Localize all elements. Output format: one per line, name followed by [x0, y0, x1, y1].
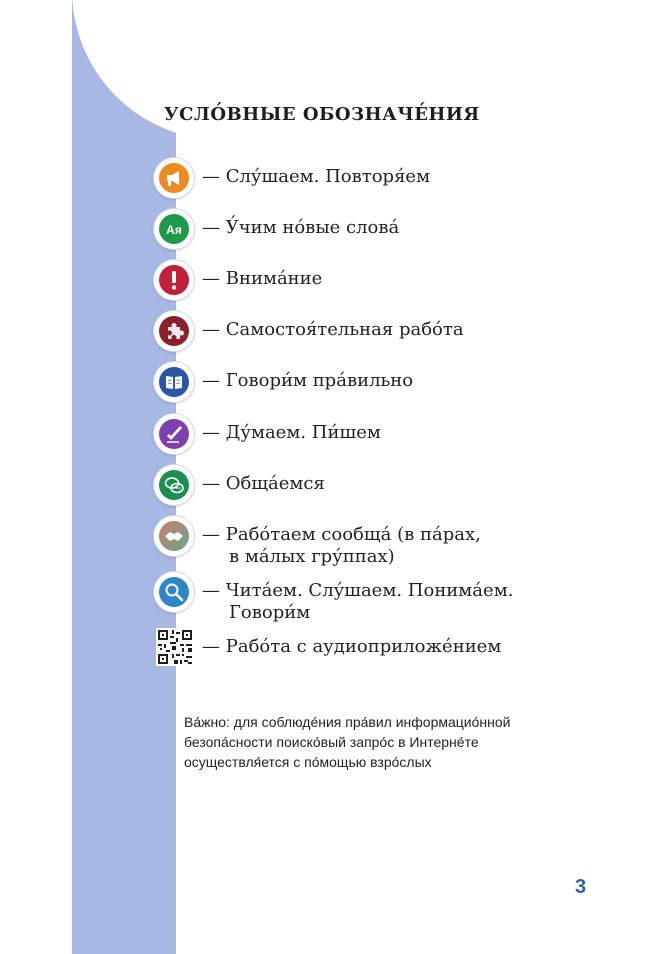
megaphone-icon	[154, 158, 194, 198]
legend-label: — Внима́ние	[202, 268, 323, 289]
legend-label: — Ду́маем. Пи́шем	[202, 422, 381, 443]
legend-label: — Обща́емся	[202, 473, 325, 494]
pencil-icon	[154, 414, 194, 454]
book-icon	[154, 362, 194, 402]
page-title: УСЛО́ВНЫЕ ОБОЗНАЧЕ́НИЯ	[164, 104, 480, 125]
search-icon	[154, 572, 194, 612]
legend-label-line-2: в ма́лых гру́ппах)	[229, 546, 395, 567]
legend-label-line-1: — Чита́ем. Слу́шаем. Понима́ем.	[202, 580, 514, 601]
handshake-icon	[154, 516, 194, 556]
legend-label: — Рабо́та с аудиоприложе́нием	[202, 636, 502, 657]
legend-label-line-1: — Рабо́таем сообща́ (в па́рах,	[202, 524, 481, 545]
svg-text:Ая: Ая	[166, 223, 182, 237]
legend-label: — Самостоя́тельная рабо́та	[202, 319, 464, 340]
legend-label	[202, 524, 481, 568]
legend-label-line-2: Говори́м	[229, 602, 311, 623]
legend-label	[202, 580, 513, 624]
qr-code-icon	[156, 628, 194, 666]
legend-label: — Слу́шаем. Повторя́ем	[202, 166, 431, 187]
puzzle-icon	[154, 311, 194, 351]
legend-label: — Говори́м пра́вильно	[202, 370, 414, 391]
chat-icon	[154, 465, 194, 505]
page-number: 3	[575, 876, 587, 898]
safety-note: Ва́жно: для соблюде́ния пра́вил информацио́нной безопа́сности поиско́вый запро́с в Интерне́те осуществля́ется с по́мощью взро́слых	[184, 714, 511, 770]
letters-icon	[154, 209, 194, 249]
legend-label: — У́чим но́вые слова́	[202, 217, 400, 238]
exclamation-icon	[154, 260, 194, 300]
